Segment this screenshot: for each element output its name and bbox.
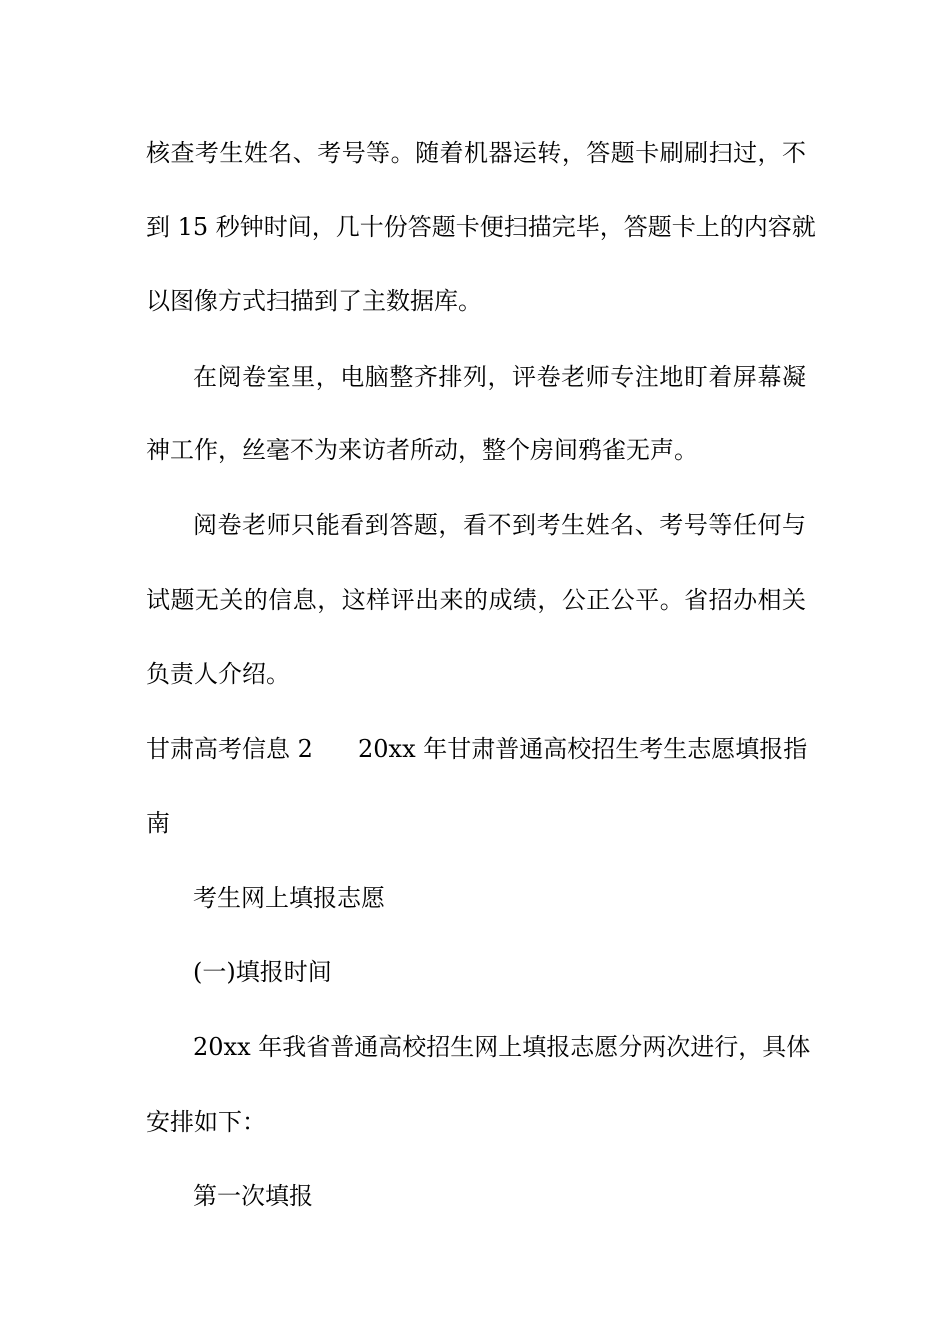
- paragraph-2-line-1: 在阅卷室里，电脑整齐排列，评卷老师专注地盯着屏幕凝: [193, 363, 806, 391]
- paragraph-3-line-1: 阅卷老师只能看到答题，看不到考生姓名、考号等任何与: [193, 511, 806, 539]
- paragraph-3-line-3: 负责人介绍。: [146, 660, 290, 688]
- subheading-application-time: (一)填报时间: [193, 958, 332, 986]
- section-heading-title: 20xx 年甘肃普通高校招生考生志愿填报指: [358, 735, 808, 763]
- subheading-online-application: 考生网上填报志愿: [193, 884, 385, 912]
- section-heading-label: 甘肃高考信息 2: [146, 735, 313, 763]
- section-heading-title-line-2: 南: [146, 809, 170, 837]
- paragraph-4-line-2: 安排如下：: [146, 1108, 266, 1136]
- paragraph-4-line-1: 20xx 年我省普通高校招生网上填报志愿分两次进行，具体: [193, 1033, 811, 1061]
- subheading-first-application: 第一次填报: [193, 1182, 313, 1210]
- paragraph-1-line-3: 以图像方式扫描到了主数据库。: [146, 287, 482, 315]
- paragraph-2-line-2: 神工作，丝毫不为来访者所动，整个房间鸦雀无声。: [146, 436, 698, 464]
- paragraph-1-line-2: 到 15 秒钟时间，几十份答题卡便扫描完毕，答题卡上的内容就: [146, 213, 816, 241]
- paragraph-1-line-1: 核查考生姓名、考号等。随着机器运转，答题卡刷刷扫过，不: [146, 139, 806, 167]
- section-heading: [146, 734, 806, 764]
- paragraph-3-line-2: 试题无关的信息，这样评出来的成绩，公正公平。省招办相关: [146, 586, 806, 614]
